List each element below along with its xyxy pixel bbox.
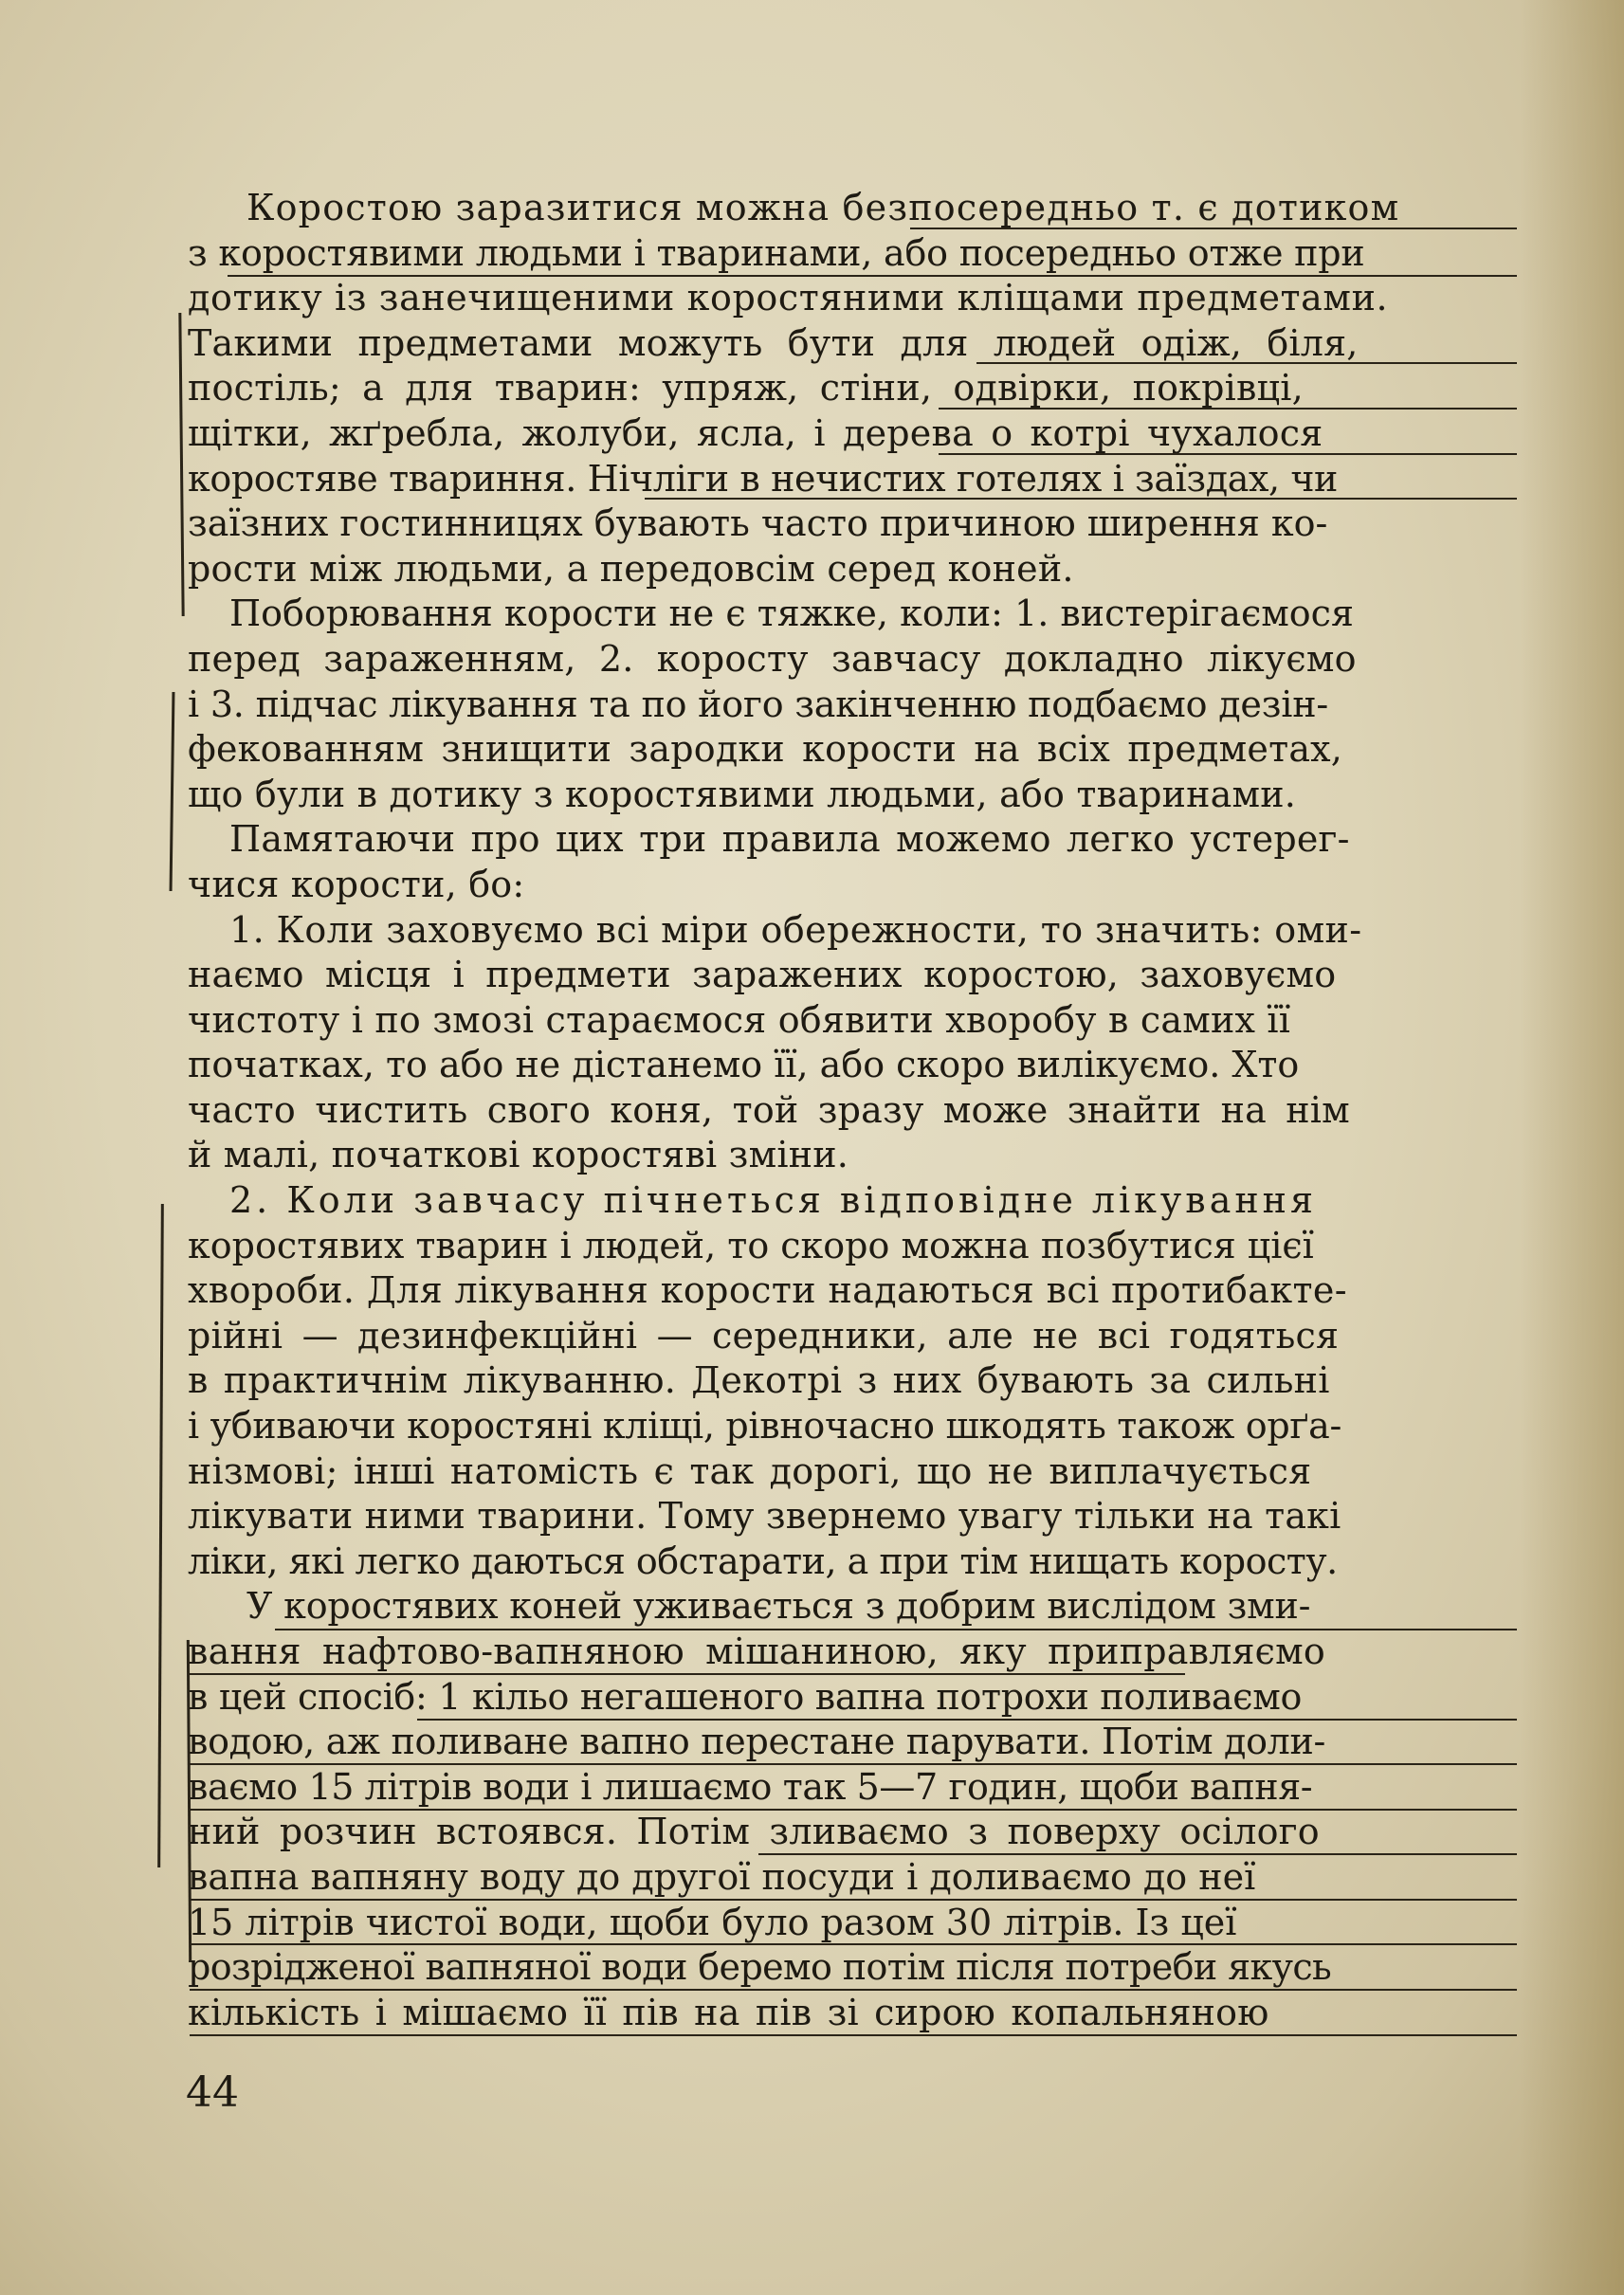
text-line: водою, аж поливане вапно перестане парувати. Потім доли-	[188, 1721, 1326, 1763]
text-line: щітки, жґребла, жолуби, ясла, і дерева о котрі чухалося	[188, 411, 1323, 454]
text-line: Поборювання корости не є тяжке, коли: 1. вистерігаємося	[229, 592, 1354, 635]
text-line: У коростявих коней уживається з добрим вислідом зми-	[246, 1585, 1311, 1628]
text-line: часто чистить свого коня, той зразу може знайти на нім	[188, 1088, 1350, 1131]
text-line: 2. Коли завчасу пічнеться відповідне лікування	[229, 1179, 1317, 1222]
text-line: фекованням знищити зародки корости на всіх предметах,	[188, 728, 1343, 771]
body-text	[188, 186, 1526, 2035]
pencil-underline	[275, 1629, 1517, 1630]
text-line: з коростявими людьми і тваринами, або посередньо отже при	[188, 231, 1365, 274]
pencil-underline	[939, 453, 1517, 455]
text-line: Памятаючи про цих три правила можемо легко устерег-	[229, 818, 1350, 861]
pencil-underline	[190, 1673, 1185, 1675]
text-line: наємо місця і предмети заражених коростою, заховуємо	[188, 954, 1337, 996]
page-edge-shadow	[1520, 0, 1624, 2295]
pencil-underline	[190, 1899, 1517, 1901]
margin-pencil-mark	[170, 692, 175, 891]
text-line: дотику із занечищеними коростяними кліщами предметами.	[188, 277, 1389, 319]
pencil-underline	[228, 275, 1517, 277]
text-line: в практичнім лікуванню. Декотрі з них бувають за сильні	[188, 1359, 1330, 1402]
text-line: перед зараженням, 2. коросту завчасу докладно лікуємо	[188, 637, 1357, 680]
pencil-underline	[976, 362, 1517, 364]
text-line: ний розчин встоявся. Потім зливаємо з поверху осілого	[188, 1811, 1320, 1853]
pencil-underline	[190, 1809, 1517, 1811]
text-line: в цей спосіб: 1 кільо негашеного вапна потрохи поливаємо	[188, 1675, 1303, 1718]
text-line: ліки, які легко даються обстарати, а при тім нищать коросту.	[188, 1539, 1338, 1582]
text-line: рійні — дезинфекційні — середники, але не всі годяться	[188, 1314, 1340, 1357]
text-line: чися корости, бо:	[188, 863, 525, 905]
text-line: і 3. підчас лікування та по його закінченню подбаємо дезін-	[188, 683, 1328, 725]
text-line: Коростою заразитися можна безпосередньо т. є дотиком	[246, 187, 1400, 228]
text-line: 15 літрів чистої води, щоби було разом 30 літрів. Із цеї	[188, 1901, 1237, 1943]
text-line: коростявих тварин і людей, то скоро можна позбутися цієї	[188, 1224, 1314, 1266]
pencil-underline	[190, 1989, 1517, 1991]
text-line: заїзних гостинницях бувають часто причиною ширення ко-	[188, 502, 1328, 545]
text-line: що були в дотику з коростявими людьми, або тваринами.	[188, 773, 1297, 815]
margin-pencil-mark	[178, 313, 184, 616]
text-line: нізмові; інші натомість є так дорогі, що не виплачується	[188, 1449, 1312, 1492]
text-line: і убиваючи коростяні кліщі, рівночасно шкодять також орґа-	[188, 1405, 1342, 1448]
text-line: коростяве твариння. Нічліги в нечистих готелях і заїздах, чи	[188, 457, 1338, 500]
text-line: вання нафтово-вапняною мішаниною, яку приправляємо	[188, 1630, 1326, 1672]
pencil-underline	[417, 1719, 1517, 1721]
text-line: кількість і мішаємо її пів на пів зі сирою копальняною	[188, 1991, 1269, 2033]
text-line: вапна вапняну воду до другої посуди і доливаємо до неї	[188, 1855, 1256, 1898]
text-line: Такими предметами можуть бути для людей одіж, біля,	[188, 321, 1359, 364]
pencil-underline	[910, 228, 1517, 229]
pencil-underline	[645, 498, 1517, 500]
text-line: хвороби. Для лікування корости надаються всі протибакте-	[188, 1269, 1348, 1312]
text-line: 1. Коли заховуємо всі міри обережности, то значить: оми-	[229, 908, 1362, 951]
text-line: лікувати ними тварини. Тому звернемо увагу тільки на такі	[188, 1495, 1341, 1538]
text-line: розрідженої вапняної води беремо потім після потреби якусь	[188, 1946, 1332, 1989]
text-line: рости між людьми, а передовсім серед коней.	[188, 547, 1074, 590]
text-line: чистоту і по змозі стараємося обявити хворобу в самих її	[188, 998, 1291, 1041]
pencil-underline	[939, 408, 1517, 410]
pencil-underline	[190, 2034, 1517, 2036]
text-line: постіль; а для тварин: упряж, стіни, одвірки, покрівці,	[188, 367, 1304, 410]
text-line: ваємо 15 літрів води і лишаємо так 5—7 годин, щоби вапня-	[188, 1765, 1313, 1808]
pencil-underline	[190, 1763, 1517, 1765]
page-number: 44	[186, 2068, 239, 2117]
text-line: початках, то або не дістанемо її, або скоро вилікуємо. Хто	[188, 1044, 1300, 1086]
pencil-underline	[190, 1943, 1517, 1945]
pencil-underline	[758, 1853, 1517, 1855]
margin-pencil-mark	[157, 1204, 164, 1867]
text-line: й малі, початкові коростяві зміни.	[188, 1134, 849, 1176]
